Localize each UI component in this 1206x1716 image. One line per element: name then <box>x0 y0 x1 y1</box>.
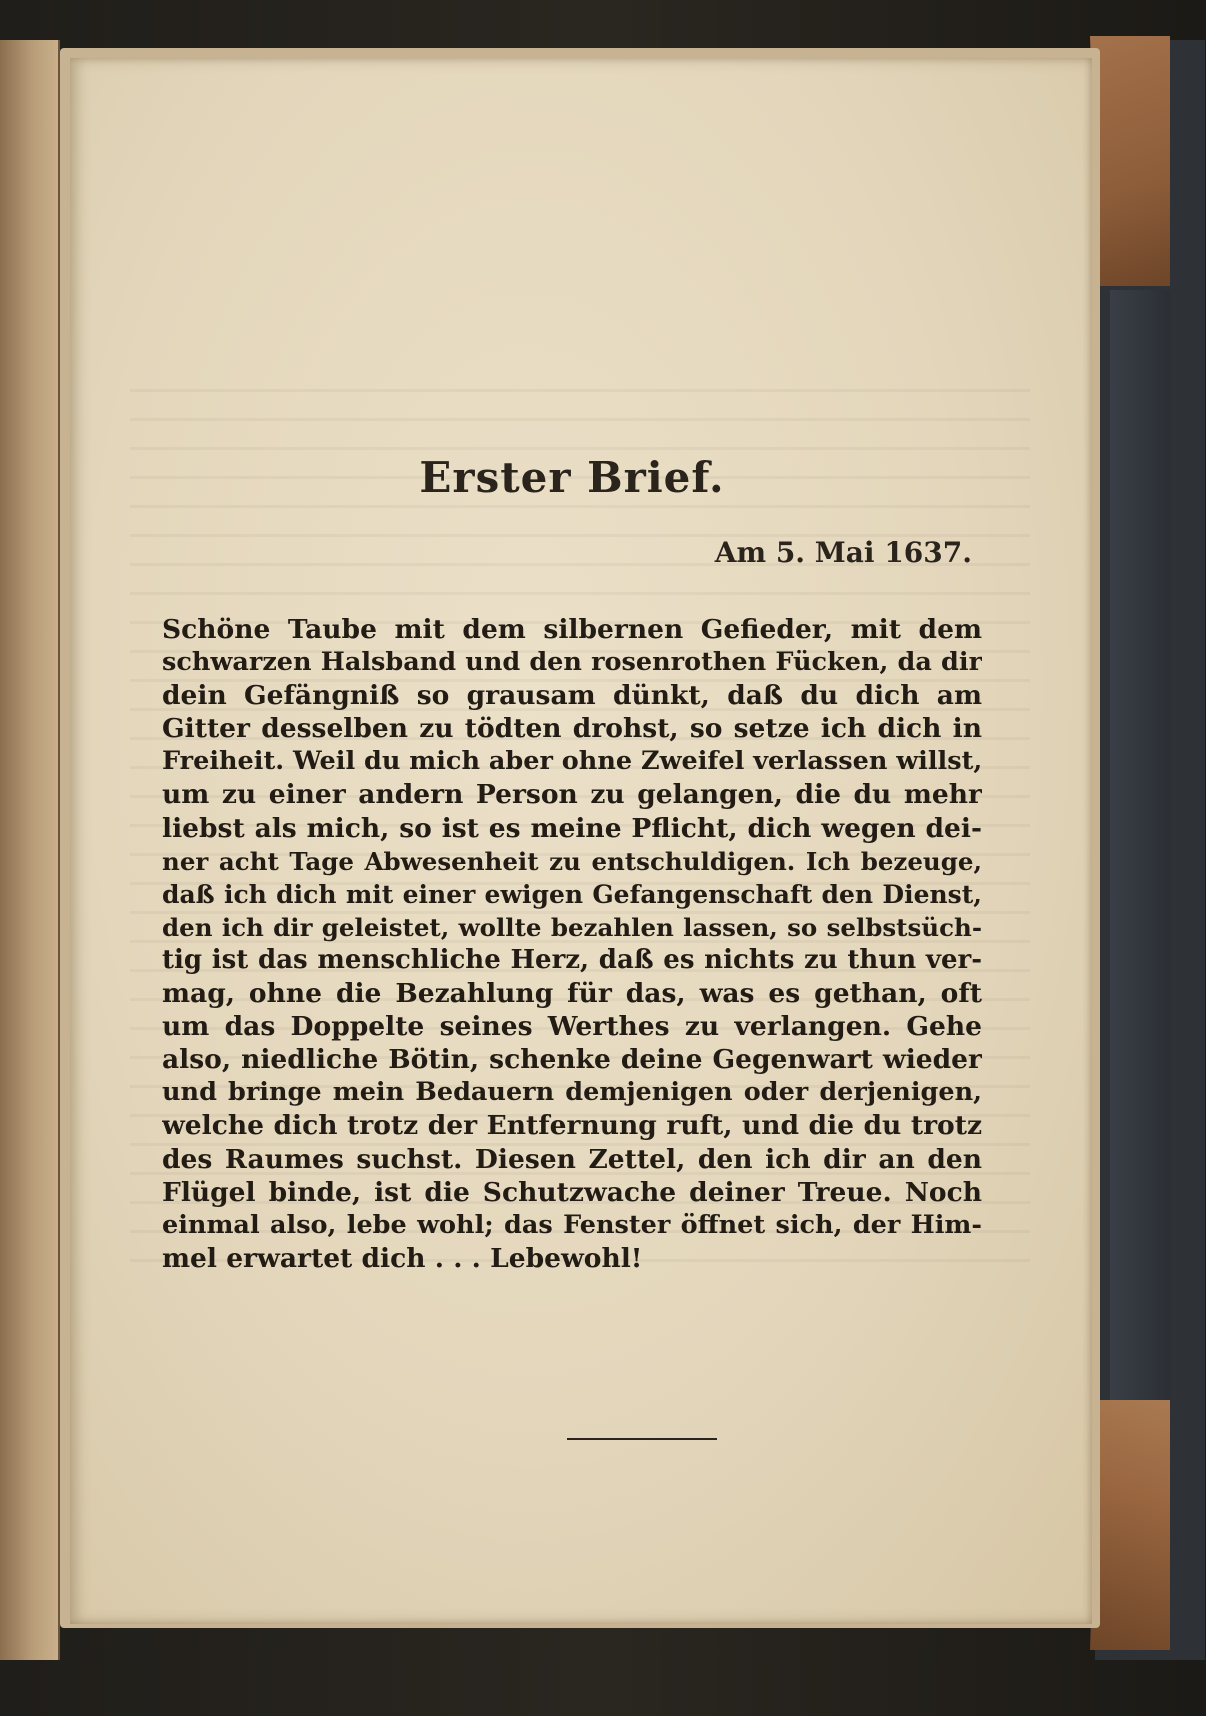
book-cover-corner-top <box>1090 36 1170 286</box>
body-line: daß ich dich mit einer ewigen Gefangenschaft den Dienst, <box>162 879 982 909</box>
body-line: Freiheit. Weil du mich aber ohne Zweifel verlassen willst, <box>162 746 982 777</box>
body-line: und bringe mein Bedauern demjenigen oder derjenigen, <box>162 1077 982 1108</box>
letter-title: Erster Brief. <box>419 453 725 502</box>
body-line: Flügel binde, ist die Schutzwache deiner Treue. Noch <box>162 1176 982 1208</box>
body-line: den ich dir geleistet, wollte bezahlen lassen, so selbstsüch- <box>162 912 982 942</box>
body-line: einmal also, lebe wohl; das Fenster öffnet sich, der Him- <box>162 1209 982 1240</box>
body-line: Schöne Taube mit dem silbernen Gefieder, mit dem <box>162 614 982 645</box>
body-line: ner acht Tage Abwesenheit zu entschuldigen. Ich bezeuge, <box>162 846 982 876</box>
page-text-area <box>162 58 982 1624</box>
body-line: also, niedliche Bötin, schenke deine Gegenwart wieder <box>162 1044 982 1076</box>
body-line: um zu einer andern Person zu gelangen, die du mehr <box>162 779 982 811</box>
end-rule-divider <box>567 1438 717 1440</box>
book-page <box>70 58 1092 1624</box>
body-line: tig ist das menschliche Herz, daß es nichts zu thun ver- <box>162 944 982 975</box>
body-line: um das Doppelte seines Werthes zu verlangen. Gehe <box>162 1011 982 1043</box>
letter-date: Am 5. Mai 1637. <box>714 536 972 569</box>
book-cover-cloth <box>1110 290 1170 1400</box>
body-line: Gitter desselben zu tödten drohst, so setze ich dich in <box>162 713 982 745</box>
body-line: liebst als mich, so ist es meine Pflicht, dich wegen dei- <box>162 812 982 844</box>
body-line: mag, ohne die Bezahlung für das, was es gethan, oft <box>162 978 982 1010</box>
body-line: des Raumes suchst. Diesen Zettel, den ich dir an den <box>162 1143 982 1175</box>
facing-page-edge <box>0 40 60 1660</box>
body-line: welche dich trotz der Entfernung ruft, und die du trotz <box>162 1110 982 1142</box>
body-line: schwarzen Halsband und den rosenrothen Fücken, da dir <box>162 647 982 678</box>
book-cover-corner-bottom <box>1090 1400 1170 1650</box>
letter-body <box>162 613 982 1275</box>
body-line: mel erwartet dich . . . Lebewohl! <box>162 1242 643 1274</box>
body-line: dein Gefängniß so grausam dünkt, daß du dich am <box>162 680 982 712</box>
